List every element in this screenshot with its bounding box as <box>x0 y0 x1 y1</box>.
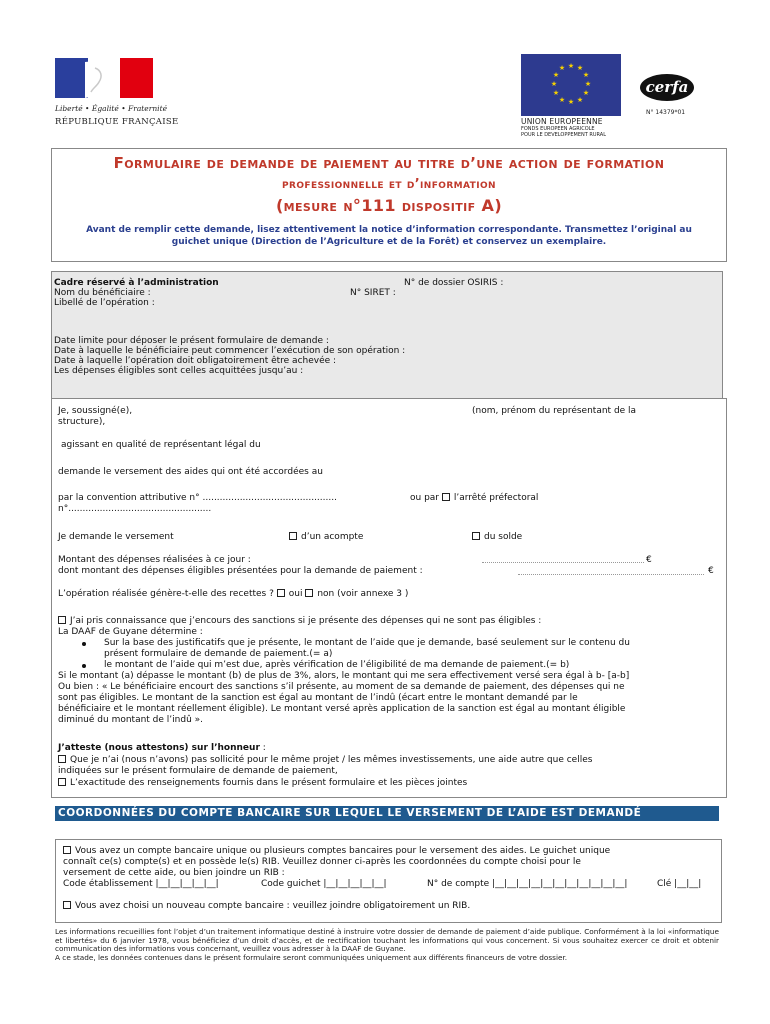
eu-label: UNION EUROPEENNE <box>521 117 603 126</box>
end-date-label: Date à laquelle l’opération doit obligatoirement être achevée : <box>54 356 337 366</box>
bullet-icon <box>82 664 86 668</box>
form-intro: Avant de remplir cette demande, lisez attentivement la notice d’information correspondante. Transmettez l’original au guichet unique (Direction de l’Agriculture et de la Forêt) et conservez un exemplaire. <box>86 225 692 247</box>
structure-label: structure), <box>58 417 106 427</box>
declaration-box <box>51 398 727 798</box>
ou-bien-line-4: diminué du montant de l’indû ». <box>58 715 204 725</box>
sanctions-label: J’ai pris connaissance que j’encours des sanctions si je présente des dépenses qui ne sont pas éligibles : <box>70 616 542 626</box>
bank-box <box>55 839 722 923</box>
nouveau-compte-checkbox[interactable] <box>63 901 71 909</box>
soussigne-label: Je, soussigné(e), <box>58 406 133 416</box>
agissant-label: agissant en qualité de représentant légal du <box>61 440 261 450</box>
exactitude-line <box>58 778 467 788</box>
acompte-option[interactable] <box>289 532 363 542</box>
que-line-1 <box>58 755 592 765</box>
eligible-until-label: Les dépenses éligibles sont celles acquittées jusqu’au : <box>54 366 304 376</box>
svg-text:★: ★ <box>552 71 560 79</box>
eu-fund-line2: POUR LE DEVELOPPEMENT RURAL <box>521 132 606 138</box>
svg-text:★: ★ <box>567 98 575 106</box>
que-text-1: Que je n’ai (nous n’avons) pas sollicité pour le même projet / les mêmes investissements, une aide autre que celles <box>70 755 593 765</box>
exactitude-label: L’exactitude des renseignements fournis dans le présent formulaire et les pièces jointes <box>70 778 468 788</box>
je-demande-label: Je demande le versement <box>58 532 174 542</box>
admin-reserved-box <box>51 271 723 399</box>
siret-label: N° SIRET : <box>350 288 396 298</box>
title-line-3: (mesure n°111 dispositif A) <box>275 196 503 215</box>
footer-notice <box>55 928 719 962</box>
arrete-label: l’arrêté préfectoral <box>453 493 539 503</box>
sanctions-line <box>58 616 541 626</box>
svg-text:★: ★ <box>584 80 592 88</box>
solde-checkbox[interactable] <box>472 532 480 540</box>
start-date-label: Date à laquelle le bénéficiaire peut commencer l’exécution de son opération : <box>54 346 406 356</box>
ou-par-label <box>410 493 538 503</box>
bank-section-title: COORDONNÉES DU COMPTE BANCAIRE SUR LEQUEL LE VERSEMENT DE L’AIDE EST DEMANDÉ <box>55 806 719 821</box>
beneficiary-label: Nom du bénéficiaire : <box>54 288 151 298</box>
ou-bien-line-1: Ou bien : « Le bénéficiaire encourt des sanctions s’il présente, au moment de sa demande de paiement, des dépenses qui ne <box>58 682 625 692</box>
que-text-2: indiquées sur le présent formulaire de demande de paiement, <box>58 766 338 776</box>
numero-compte-field[interactable]: N° de compte |__|__|__|__|__|__|__|__|__|__|__| <box>427 879 628 889</box>
cerfa-logo <box>640 74 694 116</box>
osiris-label: N° de dossier OSIRIS : <box>404 278 504 288</box>
atteste-heading <box>58 743 266 753</box>
sanctions-checkbox[interactable] <box>58 616 66 624</box>
non-label: non (voir annexe 3 ) <box>317 589 409 599</box>
recettes-non-checkbox[interactable] <box>305 589 313 597</box>
ou-bien-line-3: bénéficiaire et le montant réellement éligible). Le montant versé après application de la sanction est égal au montant éligible <box>58 704 626 714</box>
svg-text:★: ★ <box>576 64 584 72</box>
republique-francaise-logo <box>55 58 185 127</box>
cle-field[interactable]: Clé |__|__| <box>657 879 702 889</box>
operation-label: Libellé de l’opération : <box>54 298 155 308</box>
cerfa-number: N° 14379*01 <box>646 109 686 116</box>
title-line-1: Formulaire de demande de paiement au titre d’une action de formation <box>113 154 665 172</box>
bullet-1 <box>82 640 86 650</box>
acompte-checkbox[interactable] <box>289 532 297 540</box>
bank-codes-row <box>63 879 714 890</box>
montant-eligible-label: dont montant des dépenses éligibles présentées pour la demande de paiement : <box>58 566 423 576</box>
atteste-label: J’atteste (nous attestons) sur l’honneur <box>58 743 260 753</box>
demande-versement-label: demande le versement des aides qui ont été accordées au <box>58 467 323 477</box>
bank-unique-text-1: Vous avez un compte bancaire unique ou plusieurs comptes bancaires pour le versement des aides. Le guichet unique <box>75 846 611 856</box>
compte-unique-checkbox[interactable] <box>63 846 71 854</box>
si-montant-text: Si le montant (a) dépasse le montant (b) de plus de 3%, alors, le montant qui me sera effectivement versé sera égal à b- [a-b] <box>58 671 630 681</box>
svg-text:★: ★ <box>576 96 584 104</box>
euro-sign-1: € <box>646 555 652 565</box>
footer-paragraph-2: A ce stade, les données contenues dans le présent formulaire seront communiquées uniquement aux différents financeurs de votre dossier. <box>55 952 568 962</box>
arrete-number-field[interactable]: n°.................................................. <box>58 504 212 514</box>
code-guichet-field[interactable]: Code guichet |__|__|__|__|__| <box>261 879 387 889</box>
ou-bien-line-2: sont pas éligibles. Le montant de la sanction est égal au montant de l’indû (écart entre le montant demandé par le <box>58 693 578 703</box>
bank-unique-line-1 <box>63 846 714 857</box>
bank-nouveau-line <box>63 901 714 912</box>
form-title-box <box>51 148 727 262</box>
svg-text:★: ★ <box>552 89 560 97</box>
marianne-flag-icon <box>55 58 153 98</box>
ou-par-text: ou par <box>410 493 439 503</box>
recettes-oui-checkbox[interactable] <box>277 589 285 597</box>
footer-paragraph-1: Les informations recueillies font l’objet d’un traitement informatique destiné à instruire votre dossier de demande de paiement d’aide publique. Conformément à la loi «informatique et libertés» du 6 janvier 1978, vous bénéficiez d’un droit d’accès, et de rectification touchant les informations qui vous concernent. Si vous souhaitez exercer ce droit et obtenir communication des informations vous concernant, veuillez vous adresser à la DAAF de Guyane. <box>55 927 719 953</box>
solde-label: du solde <box>484 532 523 542</box>
code-etablissement-field[interactable]: Code établissement |__|__|__|__|__| <box>63 879 219 889</box>
nom-prenom-label: (nom, prénom du représentant de la <box>472 406 637 416</box>
bullet-icon <box>82 642 86 646</box>
bank-unique-text-2: connaît ce(s) compte(s) et en possède le(s) RIB. Veuillez donner ci-après les coordonnées du compte choisi pour le <box>63 857 581 867</box>
svg-text:★: ★ <box>558 64 566 72</box>
eu-flag-icon <box>521 54 621 116</box>
title-line-2: professionnelle et d’information <box>282 177 496 192</box>
bullet-1-text-a: Sur la base des justificatifs que je présente, le montant de l’aide que je demande, basé seulement sur le contenu du <box>104 638 630 648</box>
atteste-colon: : <box>259 743 266 753</box>
euro-sign-2: € <box>708 566 714 576</box>
solde-option[interactable] <box>472 532 522 542</box>
exactitude-checkbox[interactable] <box>58 778 66 786</box>
acompte-label: d’un acompte <box>301 532 364 542</box>
eu-fund-line1: FONDS EUROPEEN AGRICOLE <box>521 126 595 132</box>
rf-name: RÉPUBLIQUE FRANÇAISE <box>55 117 179 127</box>
arrete-checkbox[interactable] <box>442 493 450 501</box>
deadline-label: Date limite pour déposer le présent formulaire de demande : <box>54 336 329 346</box>
svg-text:★: ★ <box>582 89 590 97</box>
svg-text:★: ★ <box>550 80 558 88</box>
svg-text:★: ★ <box>567 62 575 70</box>
convention-number-field[interactable]: par la convention attributive n° ............................................... <box>58 493 337 503</box>
daaf-label: La DAAF de Guyane détermine : <box>58 627 203 637</box>
rf-motto: Liberté • Égalité • Fraternité <box>55 104 168 113</box>
bank-unique-text-3: versement de cette aide, ou bien joindre un RIB : <box>63 868 285 878</box>
svg-text:★: ★ <box>558 96 566 104</box>
oui-label: oui <box>288 589 303 599</box>
union-europeenne-logo <box>521 54 621 138</box>
recettes-label: L’opération réalisée génère-t-elle des recettes ? <box>58 589 274 599</box>
form-title <box>52 153 726 216</box>
recettes-question <box>58 589 408 599</box>
svg-text:★: ★ <box>582 71 590 79</box>
admin-reserved-label: Cadre réservé à l’administration <box>54 278 219 288</box>
montant-realise-label: Montant des dépenses réalisées à ce jour : <box>58 555 251 565</box>
aide-autre-checkbox[interactable] <box>58 755 66 763</box>
montant-realise-field[interactable] <box>482 562 644 563</box>
bullet-1-text-b: présent formulaire de demande de paiement.(= a) <box>104 649 333 659</box>
bullet-2-text: le montant de l’aide qui m’est due, après vérification de l’éligibilité de ma demande de paiement.(= b) <box>104 660 570 670</box>
cerfa-badge: cerfa <box>640 74 694 101</box>
montant-eligible-field[interactable] <box>518 574 704 575</box>
bank-nouveau-text: Vous avez choisi un nouveau compte bancaire : veuillez joindre obligatoirement un RIB. <box>75 901 471 911</box>
